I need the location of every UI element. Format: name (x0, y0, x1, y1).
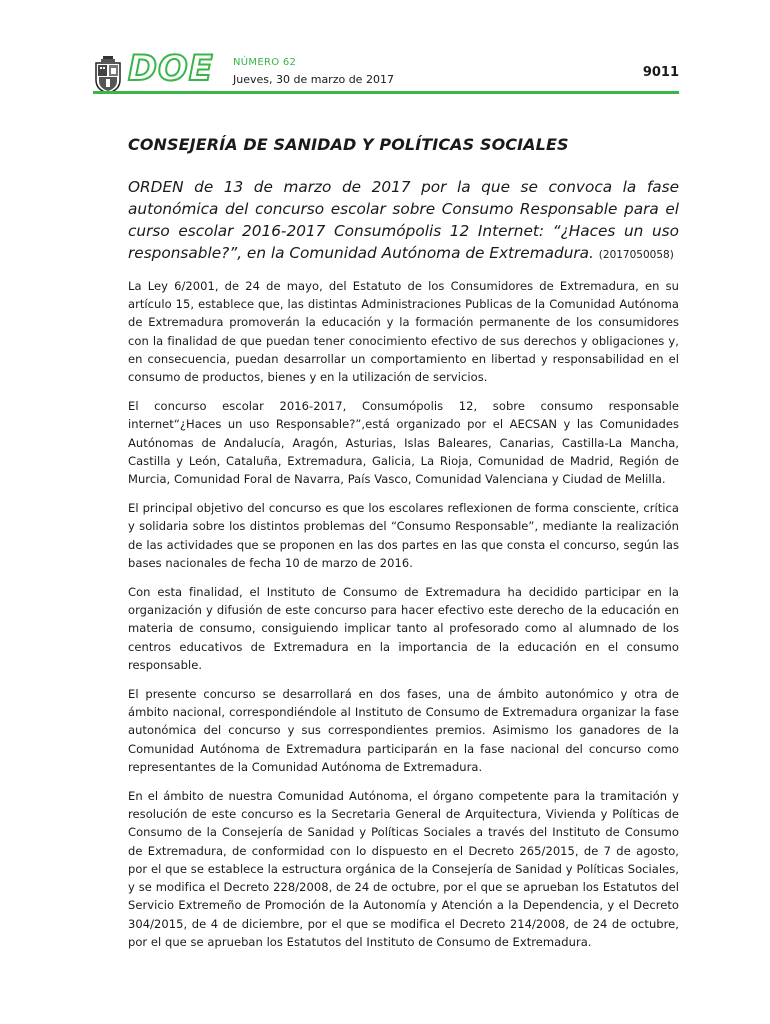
issue-date: Jueves, 30 de marzo de 2017 (233, 73, 394, 86)
section-title: CONSEJERÍA DE SANIDAD Y POLÍTICAS SOCIALES (128, 135, 569, 154)
body-paragraph: Con esta finalidad, el Instituto de Consumo de Extremadura ha decidido participar en la organización y difusión de este concurso para hacer efectivo este derecho de la educación en materia de consumo, consiguiendo implicar tanto al profesorado como al alumnado de los centros educativos de Extremadura en la importancia de la educación en el consumo responsable. (128, 585, 679, 672)
page-header (93, 49, 679, 96)
header-divider (93, 91, 679, 94)
page-number: 9011 (642, 65, 679, 80)
body-paragraph: El presente concurso se desarrollará en dos fases, una de ámbito autonómico y otra de ámbito nacional, correspondiéndole al Instituto de Consumo de Extremadura organizar la fase autonómica del concurso y sus correspondientes premios. Asimismo los ganadores de la Comunidad Autónoma de Extremadura participarán en la fase nacional del concurso como representantes de la Comunidad Autónoma de Extremadura. (128, 687, 679, 774)
body-paragraph: La Ley 6/2001, de 24 de mayo, del Estatuto de los Consumidores de Extremadura, en su artículo 15, establece que, las distintas Administraciones Publicas de la Comunidad Autónoma de Extremadura promoverán la educación y la formación permanente de los consumidores con la finalidad de que puedan tener conocimiento efectivo de sus derechos y obligaciones y, en consecuencia, puedan desarrollar un comportamiento en libertad y responsabilidad en el consumo de productos, bienes y en la utilización de servicios. (128, 279, 679, 385)
extremadura-coat-of-arms-icon (93, 56, 123, 94)
order-title (128, 176, 679, 266)
order-title-text: ORDEN de 13 de marzo de 2017 por la que se convoca la fase autonómica del concurso escolar sobre Consumo Responsable para el curso escolar 2016-2017 Consumópolis 12 Internet: “¿Haces un uso responsable?”, en la Comunidad Autónoma de Extremadura. (128, 178, 679, 262)
body-paragraph: En el ámbito de nuestra Comunidad Autónoma, el órgano competente para la tramitación y resolución de este concurso es la Secretaria General de Arquitectura, Vivienda y Políticas de Consumo de la Consejería de Sanidad y Políticas Sociales a través del Instituto de Consumo de Extremadura, de conformidad con lo dispuesto en el Decreto 265/2015, de 7 de agosto, por el que se establece la estructura orgánica de la Consejería de Sanidad y Políticas Sociales, y se modifica el Decreto 228/2008, de 24 de octubre, por el que se aprueban los Estatutos del Servicio Extremeño de Promoción de la Autonomía y Atención a la Dependencia, y el Decreto 304/2015, de 4 de diciembre, por el que se modifica el Decreto 214/2008, de 24 de octubre, por el que se aprueban los Estatutos del Instituto de Consumo de Extremadura. (128, 789, 679, 949)
order-reference: (2017050058) (598, 249, 674, 261)
document-body (128, 277, 679, 962)
issue-number: NÚMERO 62 (233, 57, 297, 68)
body-paragraph: El concurso escolar 2016-2017, Consumópolis 12, sobre consumo responsable internet“¿Haces un uso Responsable?”,está organizado por el AECSAN y las Comunidades Autónomas de Andalucía, Aragón, Asturias, Islas Baleares, Canarias, Castilla-La Mancha, Castilla y León, Cataluña, Extremadura, Galicia, La Rioja, Comunidad de Madrid, Región de Murcia, Comunidad Foral de Navarra, País Vasco, Comunidad Valenciana y Ciudad de Melilla. (128, 399, 679, 487)
doe-logo: DOE (128, 49, 214, 89)
body-paragraph: El principal objetivo del concurso es que los escolares reflexionen de forma consciente, crítica y solidaria sobre los distintos problemas del “Consumo Responsable”, mediante la realización de las actividades que se proponen en las dos partes en las que consta el concurso, según las bases nacionales de fecha 10 de marzo de 2016. (128, 501, 679, 570)
